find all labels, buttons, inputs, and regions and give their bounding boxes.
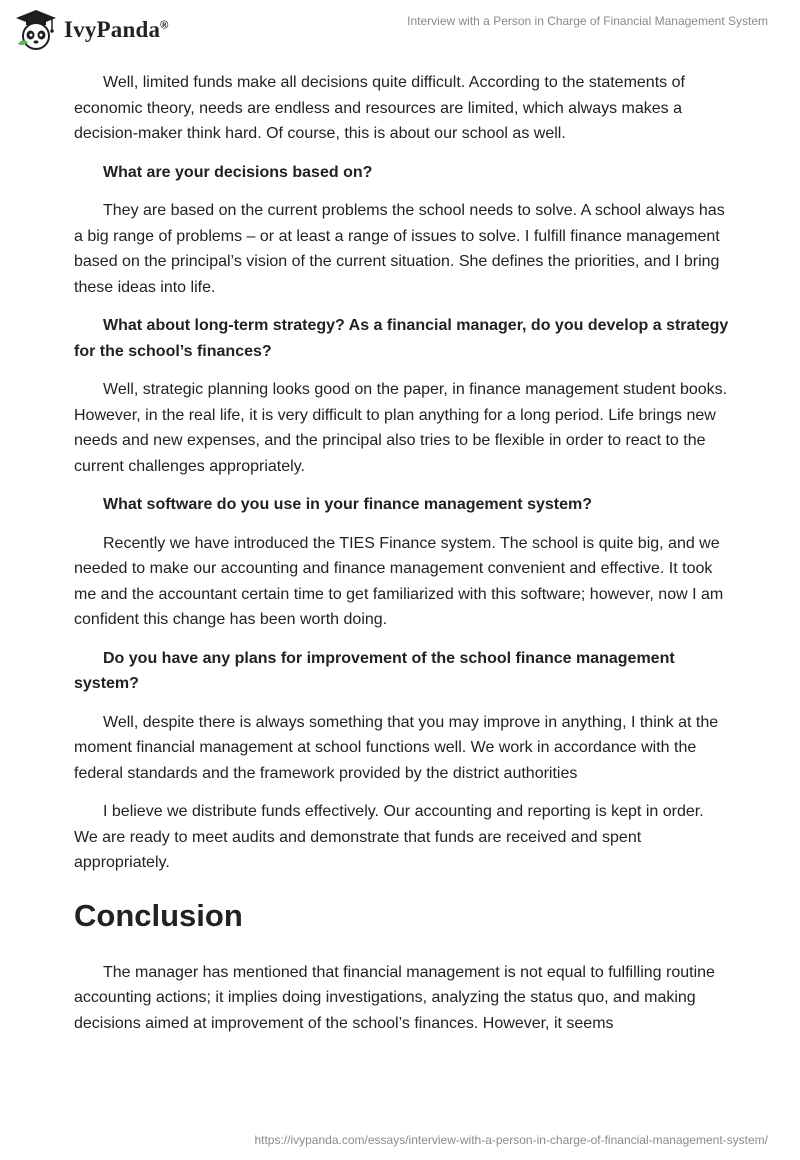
interview-question: What software do you use in your finance management system? — [103, 496, 592, 513]
source-url[interactable]: https://ivypanda.com/essays/interview-with-a-person-in-charge-of-financial-management-system/ — [254, 1133, 768, 1147]
conclusion-paragraph: The manager has mentioned that financial management is not equal to fulfilling routine accounting actions; it implies doing investigations, analyzing the status quo, and making decisions aimed at improvement of the school’s finances. However, it seems — [74, 963, 715, 1032]
interview-question: Do you have any plans for improvement of the school finance management system? — [74, 649, 675, 692]
answer-paragraph: They are based on the current problems the school needs to solve. A school always has a big range of problems – or at least a range of issues to solve. I fulfill finance management based on the principal’s vision of the current situation. She defines the priorities, and I bring these ideas into life. — [74, 202, 725, 296]
answer-paragraph: Well, despite there is always something that you may improve in anything, I think at the moment financial management at school functions well. We work in accordance with the federal standards and the framework provided by the district authorities — [74, 713, 719, 782]
essay-content — [74, 70, 730, 1049]
interview-question: What are your decisions based on? — [103, 163, 373, 181]
logo-wordmark: IvyPanda® — [64, 17, 169, 42]
ivypanda-logo[interactable] — [14, 8, 169, 52]
panda-graduate-icon — [14, 8, 58, 52]
conclusion-heading: Conclusion — [74, 897, 243, 933]
interview-question: What about long-term strategy? As a financial manager, do you develop a strategy for the school’s finances? — [74, 317, 729, 360]
answer-paragraph: Well, limited funds make all decisions quite difficult. According to the statements of economic theory, needs are endless and resources are limited, which always makes a decision-maker think hard. Of course, this is about our school as well. — [74, 74, 685, 142]
answer-paragraph: I believe we distribute funds effectively. Our accounting and reporting is kept in order. We are ready to meet audits and demonstrate that funds are received and spent appropriately. — [74, 803, 704, 871]
answer-paragraph: Recently we have introduced the TIES Finance system. The school is quite big, and we needed to make our accounting and finance management convenient and effective. It took me and the accountant certain time to get familiarized with this software; however, now I am confident this change has been worth doing. — [74, 534, 724, 628]
document-title: Interview with a Person in Charge of Financial Management System — [407, 14, 768, 28]
answer-paragraph: Well, strategic planning looks good on the paper, in finance management student books. However, in the real life, it is very difficult to plan anything for a long period. Life brings new needs and new expenses, and the principal also tries to be flexible in order to react to the current challenges appropriately. — [74, 381, 728, 475]
page-header — [0, 0, 800, 60]
